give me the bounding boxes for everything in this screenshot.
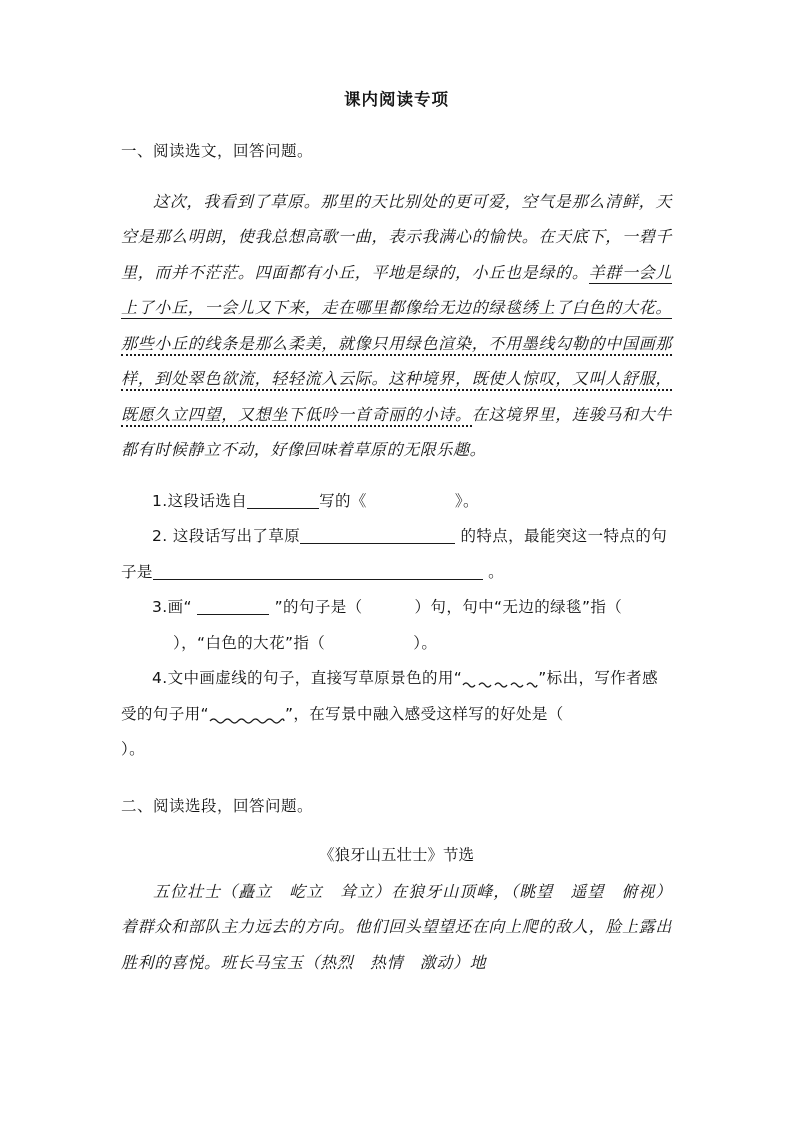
- question-3-blank-mark[interactable]: [197, 599, 269, 616]
- question-2: [121, 519, 672, 590]
- question-1: [121, 484, 672, 520]
- question-2-text-c: 。: [488, 562, 505, 581]
- question-3-number: 3.: [152, 598, 168, 617]
- question-3: [121, 590, 672, 661]
- question-4-number: 4.: [152, 669, 168, 688]
- question-4: [121, 661, 672, 768]
- passage-dotted-underlined-sentence: 那些小丘的线条是那么柔美，就像只用绿色渲染，不用墨线勾勒的中国画那样，到处翠色欲流，轻轻流入云际。这种境界，既使人惊叹，又叫人舒服，既愿久立四望，又想坐下低吟一首奇丽的小诗。: [121, 334, 672, 427]
- question-1-text-b: 写的《: [319, 491, 367, 510]
- question-3-text-e: ）。: [413, 633, 438, 652]
- question-4-text-c: ”，在写景中融入感受这样写的好处是（: [284, 704, 564, 723]
- question-2-blank-feature[interactable]: [300, 528, 455, 545]
- question-1-text-c: 》。: [454, 491, 479, 510]
- question-4-text-b: ”标出，写作者感受的句子用“: [121, 669, 658, 723]
- solid-wavy-mark-icon: [209, 707, 285, 723]
- question-3-text-a: 画“: [167, 598, 192, 617]
- passage-solid-underlined-sentence: 羊群一会儿上了小丘，一会儿又下来，走在哪里都像给无边的绿毯绣上了白色的大花。: [121, 262, 672, 318]
- question-2-text-a: 这段话写出了草原: [172, 527, 301, 546]
- passage-plain-part-two: 在这境界里，连骏马和大牛都有时候静立不动，好像回味着草原的无限乐趣。: [121, 404, 672, 460]
- section-heading-two: 二、阅读选段，回答问题。: [121, 796, 314, 815]
- question-2-number: 2.: [152, 527, 168, 546]
- question-2-text-b: 的特点，最能突这一特点的句子是: [121, 527, 668, 581]
- question-1-blank-author[interactable]: [247, 492, 319, 509]
- passage-plain-part-one: 这次，我看到了草原。那里的天比别处的更可爱，空气是那么清鲜，天空是那么明朗，使我总想高歌一曲，表示我满心的愉快。在天底下，一碧千里，而并不茫茫。四面都有小丘，平地是绿的，小丘也是绿的。: [121, 191, 672, 282]
- section-heading-one: 一、阅读选文，回答问题。: [121, 141, 314, 160]
- question-4-text-d: ）。: [121, 740, 146, 759]
- question-3-text-c: ）句，句中“无边的绿毯”指（: [414, 598, 623, 617]
- question-1-text-a: 这段话选自: [167, 491, 248, 510]
- question-1-number: 1.: [152, 491, 168, 510]
- question-3-text-b: ”的句子是（: [274, 598, 363, 617]
- question-4-text-a: 文中画虚线的句子，直接写草原景色的用“: [167, 669, 463, 688]
- dashed-wavy-mark-icon: [462, 672, 538, 688]
- page-title: 课内阅读专项: [344, 90, 449, 109]
- excerpt-title: 《狼牙山五壮士》节选: [318, 846, 474, 865]
- question-3-text-d: ），“白色的大花”指（: [173, 633, 326, 652]
- reading-passage-two: 五位壮士（矗立 屹立 耸立）在狼牙山顶峰，（眺望 遥望 俯视）着群众和部队主力远去的方向。他们回头望望还在向上爬的敌人，脸上露出胜利的喜悦。班长马宝玉（热烈 热情 激动）地: [121, 881, 672, 972]
- question-2-blank-sentence[interactable]: [153, 563, 483, 580]
- reading-passage-one: [121, 184, 672, 468]
